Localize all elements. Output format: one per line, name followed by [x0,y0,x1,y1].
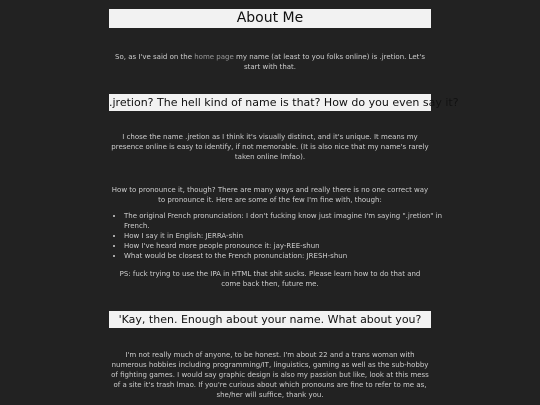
ps-paragraph: PS: fuck trying to use the IPA in HTML that shit sucks. Please learn how to do that and come back then, future me. [119,270,421,288]
about-paragraph: I'm not really much of anyone, to be honest. I'm about 22 and a trans woman with numerous hobbies including programming/IT, linguistics, gaming as well as the sub-hobby of fighting games. I would say graphic design is also my passion but like, look at this mess of a site it's trash lmao. If you're curious about which pronouns are fine to refer to me as, she/her will suffice, thank you. [111,351,429,399]
intro-text-after: my name (at least to you folks online) is .jretion. Let's start with that. [233,53,425,71]
name-choice-paragraph: I chose the name .jretion as I think it's visually distinct, and it's unique. It means my presence online is easy to identify, if not memorable. (It is also nice that my name's rarely taken online lmfao). [111,133,429,161]
section-heading-name: .jretion? The hell kind of name is that? How do you even say it? [109,96,459,109]
intro-text-before: So, as I've said on the [115,53,195,61]
pronunciation-intro-paragraph: How to pronounce it, though? There are many ways and really there is no one correct way to pronounce it. Here are some of the few I'm fine with, though: [111,186,429,204]
home-page-link[interactable]: home page [194,53,234,61]
list-item: • What would be closest to the French pronunciation: JRESH-shun [124,251,446,261]
list-item: • How I say it in English: JERRA-shin [124,231,446,241]
list-item: • The original French pronunciation: I don't fucking know just imagine I'm saying ".jretion" in French. [124,211,446,231]
intro-paragraph [109,52,431,72]
pronunciation-list [109,211,446,261]
list-item: • How I've heard more people pronounce it: jay-REE-shun [124,241,446,251]
page-title: About Me [109,9,431,28]
section-heading-about: 'Kay, then. Enough about your name. What about you? [109,311,431,328]
